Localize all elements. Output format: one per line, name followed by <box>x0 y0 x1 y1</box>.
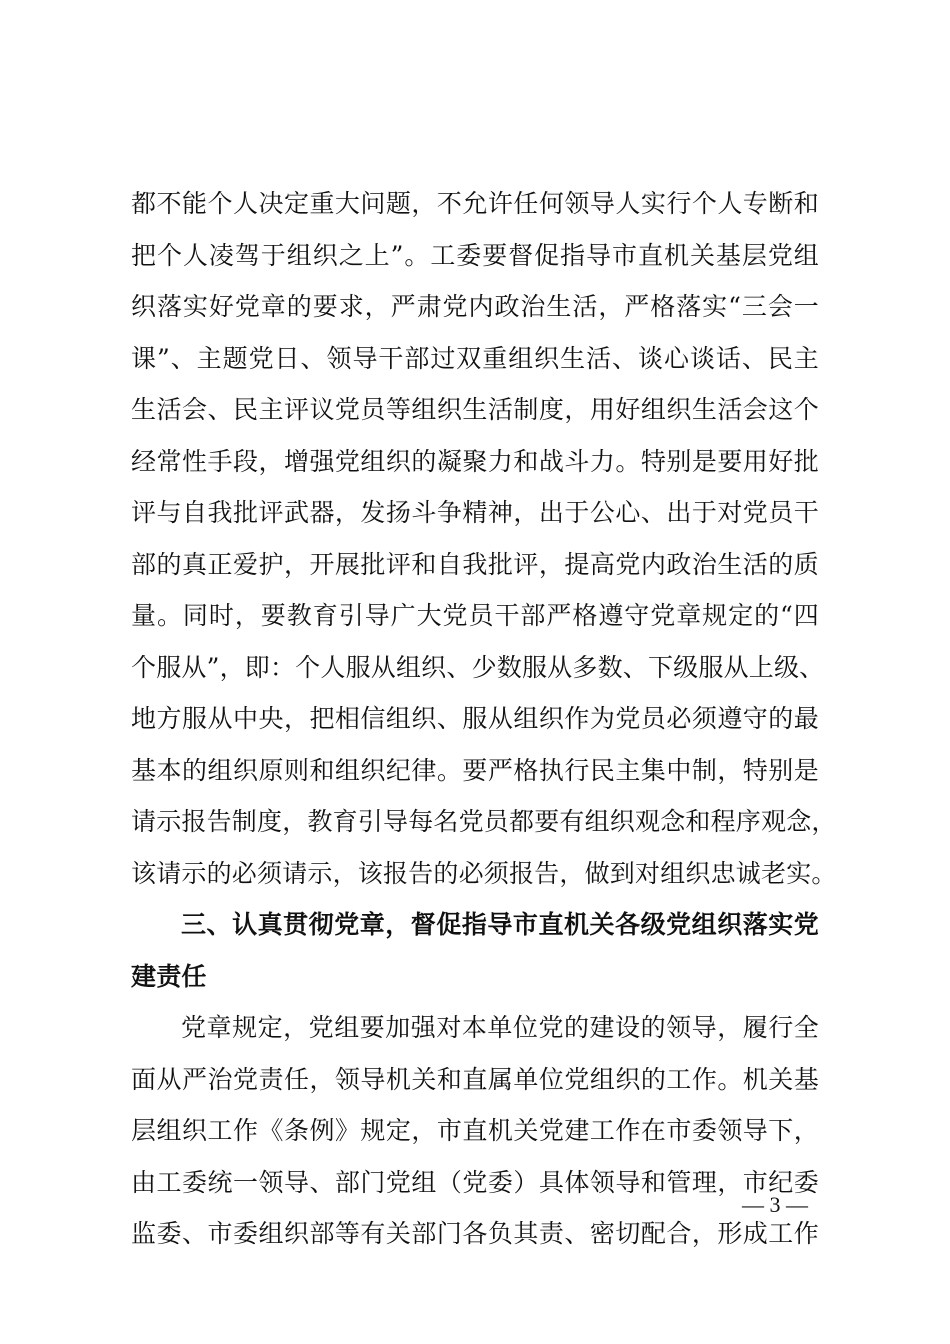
text-line: 把个人凌驾于组织之上”。工委要督促指导市直机关基层党组 <box>131 240 819 270</box>
text-line: 量。同时，要教育引导广大党员干部严格遵守党章规定的“四 <box>131 601 819 630</box>
text-line: 部的真正爱护，开展批评和自我批评，提高党内政治生活的质 <box>131 549 819 579</box>
text-line: 由工委统一领导、部门党组（党委）具体领导和管理，市纪委 <box>131 1167 819 1197</box>
text-line: 基本的组织原则和组织纪律。要严格执行民主集中制，特别是 <box>131 755 819 785</box>
text-line: 层组织工作《条例》规定，市直机关党建工作在市委领导下， <box>131 1116 819 1145</box>
text-line: 个服从”，即：个人服从组织、少数服从多数、下级服从上级、 <box>131 652 825 682</box>
text-line: 监委、市委组织部等有关部门各负其责、密切配合，形成工作 <box>131 1219 819 1248</box>
text-line: 经常性手段，增强党组织的凝聚力和战斗力。特别是要用好批 <box>131 446 819 476</box>
text-line: 课”、主题党日、领导干部过双重组织生活、谈心谈话、民主 <box>131 343 819 373</box>
text-line: 党章规定，党组要加强对本单位党的建设的领导，履行全 <box>181 1013 819 1042</box>
text-line: 该请示的必须请示，该报告的必须报告，做到对组织忠诚老实。 <box>131 858 837 888</box>
text-line: 面从严治党责任，领导机关和直属单位党组织的工作。机关基 <box>131 1064 819 1094</box>
text-line: 生活会、民主评议党员等组织生活制度，用好组织生活会这个 <box>131 395 819 424</box>
section-heading-continued: 建责任 <box>131 961 207 991</box>
text-line: 评与自我批评武器，发扬斗争精神，出于公心、出于对党员干 <box>131 498 819 527</box>
text-line: 请示报告制度，教育引导每名党员都要有组织观念和程序观念， <box>131 807 837 836</box>
section-heading: 三、认真贯彻党章，督促指导市直机关各级党组织落实党 <box>181 910 819 939</box>
body-text <box>131 178 837 1260</box>
text-line: 地方服从中央，把相信组织、服从组织作为党员必须遵守的最 <box>131 704 819 733</box>
text-line: 织落实好党章的要求，严肃党内政治生活，严格落实“三会一 <box>131 292 819 321</box>
page-number: — 3 — <box>742 1192 808 1217</box>
text-line: 都不能个人决定重大问题，不允许任何领导人实行个人专断和 <box>131 189 819 218</box>
